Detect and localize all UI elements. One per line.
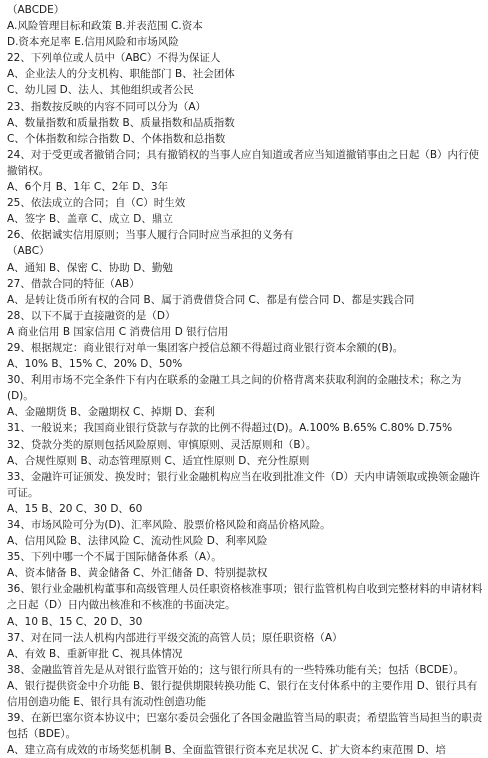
text-line: 27、借款合同的特征（AB） (7, 277, 140, 290)
text-line: 28、以下不属于直接融资的是（D） (7, 309, 176, 322)
text-line: A、信用风险 B、法律风险 C、流动性风险 D、利率风险 (7, 535, 268, 548)
text-line: 24、对于受更或者撤销合同；具有撤销权的当事人应自知道或者应当知道撤销事由之日起（B）内行使撤销权。 (7, 148, 480, 177)
text-line: A、企业法人的分支机构、职能部门 B、社会团体 (7, 68, 235, 81)
text-line: 34、市场风险可分为(D)、汇率风险、股票价格风险和商品价格风险。 (7, 519, 331, 531)
text-line: A、6个月 B、1年 C、2年 D、3年 (7, 181, 169, 194)
text-line: 26、依据诚实信用原则；当事人履行合同时应当承担的义务有 (7, 229, 294, 242)
text-line: 39、在新巴塞尔资本协议中；巴塞尔委员会强化了各国金融监管当局的职责；希望监管当局担当的职责包括（BDE）。 (7, 712, 483, 741)
text-line: C、个体指数和综合指数 D、个体指数和总指数 (7, 132, 226, 145)
text-line: A、有效 B、重新审批 C、视具体情况 (7, 647, 183, 660)
text-line: 25、依法成立的合同；自（C）时生效 (7, 197, 186, 210)
text-line: A、是转让货币所有权的合同 B、属于消费借贷合同 C、都是有偿合同 D、都是实践合同 (7, 293, 415, 306)
text-line: 35、下列中哪一个不属于国际储备体系（A）。 (7, 551, 222, 564)
text-line: 31、一般说来；我国商业银行贷款与存款的比例不得超过(D)。A.100% B.65% C.80% D.75% (7, 422, 453, 435)
text-line: C、幼儿园 D、法人、其他组织或者公民 (7, 84, 194, 97)
text-line: A、银行提供资金中介功能 B、银行提供期限转换功能 C、银行在支付体系中的主要作用 D、银行具有信用创造功能 E、银行具有流动性创造功能 (7, 679, 478, 709)
text-line: 37、对在同一法人机构内部进行平级交流的高管人员；原任职资格（A） (7, 631, 343, 644)
text-line: A、签字 B、盖章 C、成立 D、鼎立 (7, 213, 173, 226)
text-line: 38、金融监管首先是从对银行监管开始的；这与银行所具有的一些特殊功能有关；包括（BCDE）。 (7, 663, 465, 676)
text-line: （ABCDE） (7, 4, 65, 16)
text-line: A、15 B、20 C、30 D、60 (7, 502, 143, 515)
text-line: A、建立高有成效的市场奖惩机制 B、全面监管银行资本充足状况 C、扩大资本约束范围 D、培 (7, 744, 446, 757)
text-line: A、资本储备 B、黄金储备 C、外汇储备 D、特别提款权 (7, 567, 268, 580)
text-line: 30、利用市场不完全条件下有内在联系的金融工具之间的价格背离来获取利润的金融技术；称之为(D)。 (7, 374, 462, 403)
text-line: 33、金融许可证颁发、换发时；银行业金融机构应当在收到批准文件（D）天内申请领取或换领金融许可证。 (7, 470, 480, 499)
text-line: A 商业信用 B 国家信用 C 消费信用 D 银行信用 (7, 325, 229, 338)
text-line: 23、指数按反映的内容不同可以分为（A） (7, 100, 207, 113)
text-line: 32、贷款分类的原则包括风险原则、审慎原则、灵活原则和（B）。 (7, 438, 317, 451)
text-line: A、10 B、15 C、20 D、30 (7, 615, 143, 628)
text-line: 22、下列单位或人员中（ABC）不得为保证人 (7, 52, 221, 65)
text-line: D.资本充足率 E.信用风险和市场风险 (7, 36, 179, 49)
text-line: （ABC） (7, 245, 50, 258)
text-line: A、通知 B、保密 C、协助 D、勤勉 (7, 261, 173, 274)
text-line: A、10% B、15% C、20% D、50% (7, 358, 183, 371)
text-line: 29、根据规定：商业银行对单一集团客户授信总额不得超过商业银行资本余额的(B)。 (7, 341, 404, 354)
text-line: A、数量指数和质量指数 B、质量指数和品质指数 (7, 116, 235, 129)
text-line: A、合规性原则 B、动态管理原则 C、适宜性原则 D、充分性原则 (7, 454, 310, 467)
text-line: 36、银行业金融机构董事和高级管理人员任职资格核准事项；银行监管机构自收到完整材料的申请材料之日起（D）日内做出核准和不核准的书面决定。 (7, 583, 483, 612)
text-line: A.风险管理目标和政策 B.并表范围 C.资本 (7, 20, 203, 33)
text-line: A、金融期货 B、金融期权 C、掉期 D、套利 (7, 406, 215, 419)
